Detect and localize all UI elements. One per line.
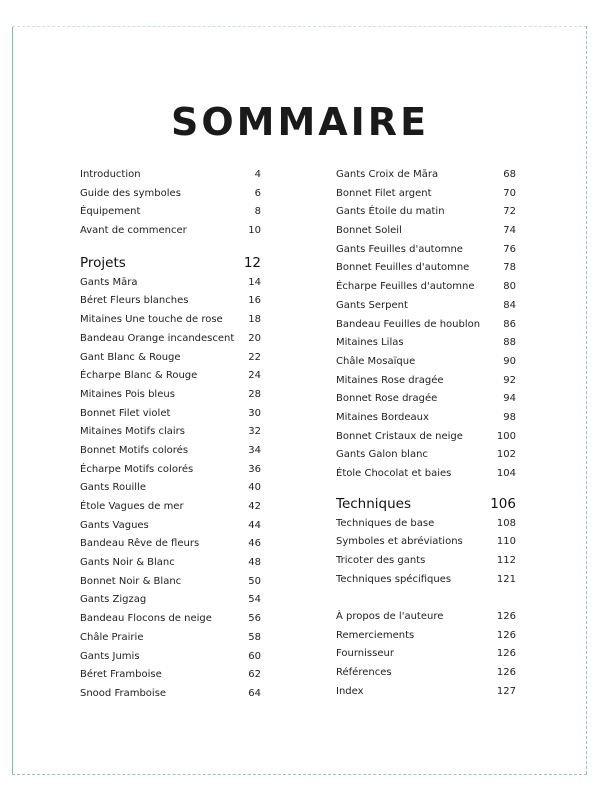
toc-entry-label: Étole Chocolat et baies: [336, 468, 452, 479]
toc-entry-page: 108: [496, 517, 516, 529]
toc-entry-page: 34: [248, 444, 261, 456]
toc-entry-label: Guide des symboles: [80, 187, 181, 199]
toc-entry[interactable]: [80, 352, 261, 371]
toc-section-projets[interactable]: [80, 255, 261, 277]
toc-entry-page: 126: [496, 648, 516, 660]
toc-entry[interactable]: [336, 449, 516, 468]
toc-entry-page: 56: [248, 613, 261, 625]
toc-entry-page: 18: [248, 314, 261, 326]
toc-entry[interactable]: [336, 667, 516, 686]
toc-entry[interactable]: [336, 412, 516, 431]
toc-entry-page: 94: [503, 393, 516, 405]
toc-entry-page: 16: [248, 295, 261, 307]
toc-entry-page: 70: [503, 187, 516, 199]
toc-entry[interactable]: [80, 206, 261, 225]
toc-entry-label: Béret Fleurs blanches: [80, 295, 189, 307]
toc-entry[interactable]: [336, 611, 516, 630]
toc-entry[interactable]: [336, 393, 516, 412]
toc-section-page: 106: [490, 495, 516, 512]
toc-entry-page: 58: [248, 631, 261, 643]
toc-entry[interactable]: [80, 501, 261, 520]
toc-entry-label: Techniques spécifiques: [336, 573, 452, 585]
toc-entry-label: Bonnet Rose dragée: [336, 393, 438, 405]
toc-entry-label: Gants Rouille: [80, 482, 146, 494]
toc-entry-label: Introduction: [80, 169, 141, 180]
toc-entry-page: 20: [248, 332, 261, 344]
toc-section-page: 12: [243, 254, 261, 271]
toc-entry[interactable]: [80, 225, 261, 244]
toc-entry-label: Mitaines Une touche de rose: [80, 314, 223, 326]
toc-entry[interactable]: [336, 225, 516, 244]
toc-entry-page: 54: [248, 594, 261, 606]
toc-group-projects-cont: [336, 169, 516, 487]
toc-entry-label: Bandeau Orange incandescent: [80, 332, 235, 344]
toc-entry[interactable]: [80, 464, 261, 483]
toc-entry[interactable]: [80, 669, 261, 688]
toc-entry-label: Bonnet Cristaux de neige: [336, 430, 463, 442]
toc-entry[interactable]: [80, 520, 261, 539]
toc-entry-page: 32: [248, 426, 261, 438]
toc-entry[interactable]: [336, 206, 516, 225]
toc-entry-label: Remerciements: [336, 629, 415, 641]
toc-entry[interactable]: [80, 426, 261, 445]
toc-entry[interactable]: [336, 630, 516, 649]
toc-entry[interactable]: [336, 574, 516, 593]
toc-entry-label: Fournisseur: [336, 648, 394, 660]
toc-entry[interactable]: [336, 169, 516, 188]
toc-entry-label: Gants Étoile du matin: [336, 206, 445, 218]
toc-entry-label: Gants Noir & Blanc: [80, 557, 175, 569]
toc-entry-page: 60: [248, 650, 261, 662]
toc-entry[interactable]: [80, 389, 261, 408]
toc-entry-label: À propos de l'auteure: [336, 610, 444, 622]
toc-entry-page: 88: [503, 337, 516, 349]
toc-entry[interactable]: [80, 169, 261, 188]
toc-group-back-matter: [336, 611, 516, 704]
toc-group-techniques: [336, 518, 516, 593]
toc-entry[interactable]: [80, 370, 261, 389]
toc-entry-page: 72: [503, 206, 516, 218]
toc-entry[interactable]: [336, 281, 516, 300]
toc-entry[interactable]: [336, 518, 516, 537]
toc-section-label: Projets: [80, 254, 126, 271]
toc-entry-label: Avant de commencer: [80, 225, 187, 237]
toc-entry[interactable]: [336, 431, 516, 450]
toc-entry-page: 112: [496, 555, 516, 567]
toc-entry-page: 90: [503, 355, 516, 367]
toc-entry-page: 64: [248, 687, 261, 699]
toc-entry[interactable]: [336, 375, 516, 394]
toc-entry-label: Mitaines Lilas: [336, 337, 404, 349]
toc-entry-page: 68: [503, 169, 516, 180]
toc-entry[interactable]: [80, 538, 261, 557]
toc-entry[interactable]: [80, 295, 261, 314]
toc-right-column: [336, 169, 516, 704]
toc-entry[interactable]: [336, 319, 516, 338]
toc-entry[interactable]: [80, 613, 261, 632]
toc-entry-page: 46: [248, 538, 261, 550]
toc-entry[interactable]: [336, 337, 516, 356]
toc-entry-label: Châle Prairie: [80, 631, 144, 643]
toc-entry[interactable]: [336, 536, 516, 555]
toc-entry-label: Bonnet Soleil: [336, 225, 402, 237]
toc-entry-page: 74: [503, 225, 516, 237]
toc-entry-label: Écharpe Feuilles d'automne: [336, 281, 475, 293]
toc-entry[interactable]: [336, 468, 516, 487]
toc-entry-page: 126: [496, 610, 516, 622]
toc-entry-page: 86: [503, 318, 516, 330]
toc-entry[interactable]: [80, 594, 261, 613]
toc-entry-page: 78: [503, 262, 516, 274]
toc-entry-page: 44: [248, 519, 261, 531]
toc-entry-label: Gant Blanc & Rouge: [80, 351, 181, 363]
toc-entry-label: Béret Framboise: [80, 669, 162, 681]
toc-entry-label: Mitaines Bordeaux: [336, 411, 429, 423]
toc-entry[interactable]: [336, 244, 516, 263]
toc-entry[interactable]: [336, 300, 516, 319]
toc-entry-label: Mitaines Motifs clairs: [80, 426, 185, 438]
toc-entry[interactable]: [336, 555, 516, 574]
toc-entry-label: Bandeau Rêve de fleurs: [80, 538, 200, 550]
toc-entry-page: 40: [248, 482, 261, 494]
toc-entry-label: Gants Jumis: [80, 650, 140, 662]
toc-entry[interactable]: [336, 686, 516, 705]
toc-spacer: [336, 592, 516, 611]
toc-entry-label: Équipement: [80, 206, 141, 218]
toc-entry-label: Index: [336, 685, 364, 697]
toc-entry[interactable]: [80, 408, 261, 427]
toc-entry-label: Références: [336, 667, 392, 678]
toc-entry[interactable]: [80, 557, 261, 576]
toc-entry[interactable]: [80, 688, 261, 707]
toc-entry-label: Techniques de base: [336, 517, 435, 529]
page-edge-top: [12, 26, 587, 27]
toc-entry-page: 100: [496, 430, 516, 442]
toc-section-label: Techniques: [336, 495, 412, 512]
toc-entry-label: Mitaines Rose dragée: [336, 374, 444, 386]
toc-entry-label: Châle Mosaïque: [336, 355, 416, 367]
toc-entry-page: 4: [254, 169, 261, 180]
toc-entry[interactable]: [80, 188, 261, 207]
toc-entry-page: 8: [254, 206, 261, 218]
toc-entry-label: Bonnet Motifs colorés: [80, 444, 189, 456]
toc-entry-page: 24: [248, 370, 261, 382]
toc-entry-page: 36: [248, 463, 261, 475]
toc-entry-label: Gants Croix de Māra: [336, 169, 439, 180]
toc-entry-label: Gants Vagues: [80, 519, 149, 531]
toc-entry-label: Bonnet Noir & Blanc: [80, 575, 182, 587]
page-edge-bottom: [12, 774, 587, 775]
toc-entry-label: Gants Serpent: [336, 299, 408, 311]
toc-entry[interactable]: [80, 576, 261, 595]
toc-entry-page: 50: [248, 575, 261, 587]
toc-entry[interactable]: [80, 632, 261, 651]
toc-entry-label: Bonnet Filet violet: [80, 407, 171, 419]
toc-entry-label: Gants Galon blanc: [336, 449, 428, 461]
toc-entry-page: 102: [496, 449, 516, 461]
toc-entry-label: Écharpe Blanc & Rouge: [80, 370, 198, 382]
toc-group-projects: [80, 277, 261, 707]
toc-entry-page: 110: [496, 536, 516, 548]
toc-entry-label: Bonnet Feuilles d'automne: [336, 262, 470, 274]
toc-entry[interactable]: [336, 648, 516, 667]
toc-entry-label: Gants Māra: [80, 276, 138, 288]
toc-entry[interactable]: [80, 333, 261, 352]
toc-entry-label: Mitaines Pois bleus: [80, 388, 175, 400]
toc-entry-page: 6: [254, 187, 261, 199]
toc-entry-label: Écharpe Motifs colorés: [80, 463, 194, 475]
toc-entry[interactable]: [80, 445, 261, 464]
toc-entry[interactable]: [80, 651, 261, 670]
toc-entry-page: 42: [248, 501, 261, 512]
toc-entry-page: 48: [248, 557, 261, 569]
toc-entry-page: 104: [496, 468, 516, 479]
toc-entry-page: 92: [503, 374, 516, 386]
page-title: SOMMAIRE: [170, 100, 430, 144]
toc-entry-page: 62: [248, 669, 261, 681]
toc-entry-page: 28: [248, 388, 261, 400]
toc-entry-label: Gants Feuilles d'automne: [336, 243, 463, 255]
toc-entry[interactable]: [80, 482, 261, 501]
toc-entry-label: Snood Framboise: [80, 687, 167, 699]
toc-entry-page: 126: [496, 667, 516, 678]
toc-entry-page: 126: [496, 629, 516, 641]
toc-entry[interactable]: [336, 262, 516, 281]
toc-group-intro: [80, 169, 261, 244]
toc-entry[interactable]: [336, 188, 516, 207]
toc-entry-label: Bonnet Filet argent: [336, 187, 432, 199]
toc-entry[interactable]: [80, 277, 261, 296]
toc-entry-label: Tricoter des gants: [336, 555, 426, 567]
toc-entry-page: 127: [496, 685, 516, 697]
toc-entry-page: 30: [248, 407, 261, 419]
toc-entry-page: 76: [503, 243, 516, 255]
toc-entry-page: 22: [248, 351, 261, 363]
toc-left-column: [80, 169, 261, 707]
toc-entry[interactable]: [336, 356, 516, 375]
toc-entry-label: Symboles et abréviations: [336, 536, 463, 548]
toc-entry-page: 80: [503, 281, 516, 293]
toc-entry-page: 14: [248, 276, 261, 288]
toc-entry-label: Étole Vagues de mer: [80, 501, 184, 512]
toc-entry-page: 84: [503, 299, 516, 311]
toc-entry-page: 98: [503, 411, 516, 423]
toc-entry-label: Gants Zigzag: [80, 594, 147, 606]
toc-entry-label: Bandeau Flocons de neige: [80, 613, 212, 625]
toc-entry-page: 121: [496, 573, 516, 585]
toc-entry-label: Bandeau Feuilles de houblon: [336, 318, 481, 330]
toc-section-techniques[interactable]: [336, 496, 516, 518]
toc-entry[interactable]: [80, 314, 261, 333]
toc-entry-page: 10: [248, 225, 261, 237]
